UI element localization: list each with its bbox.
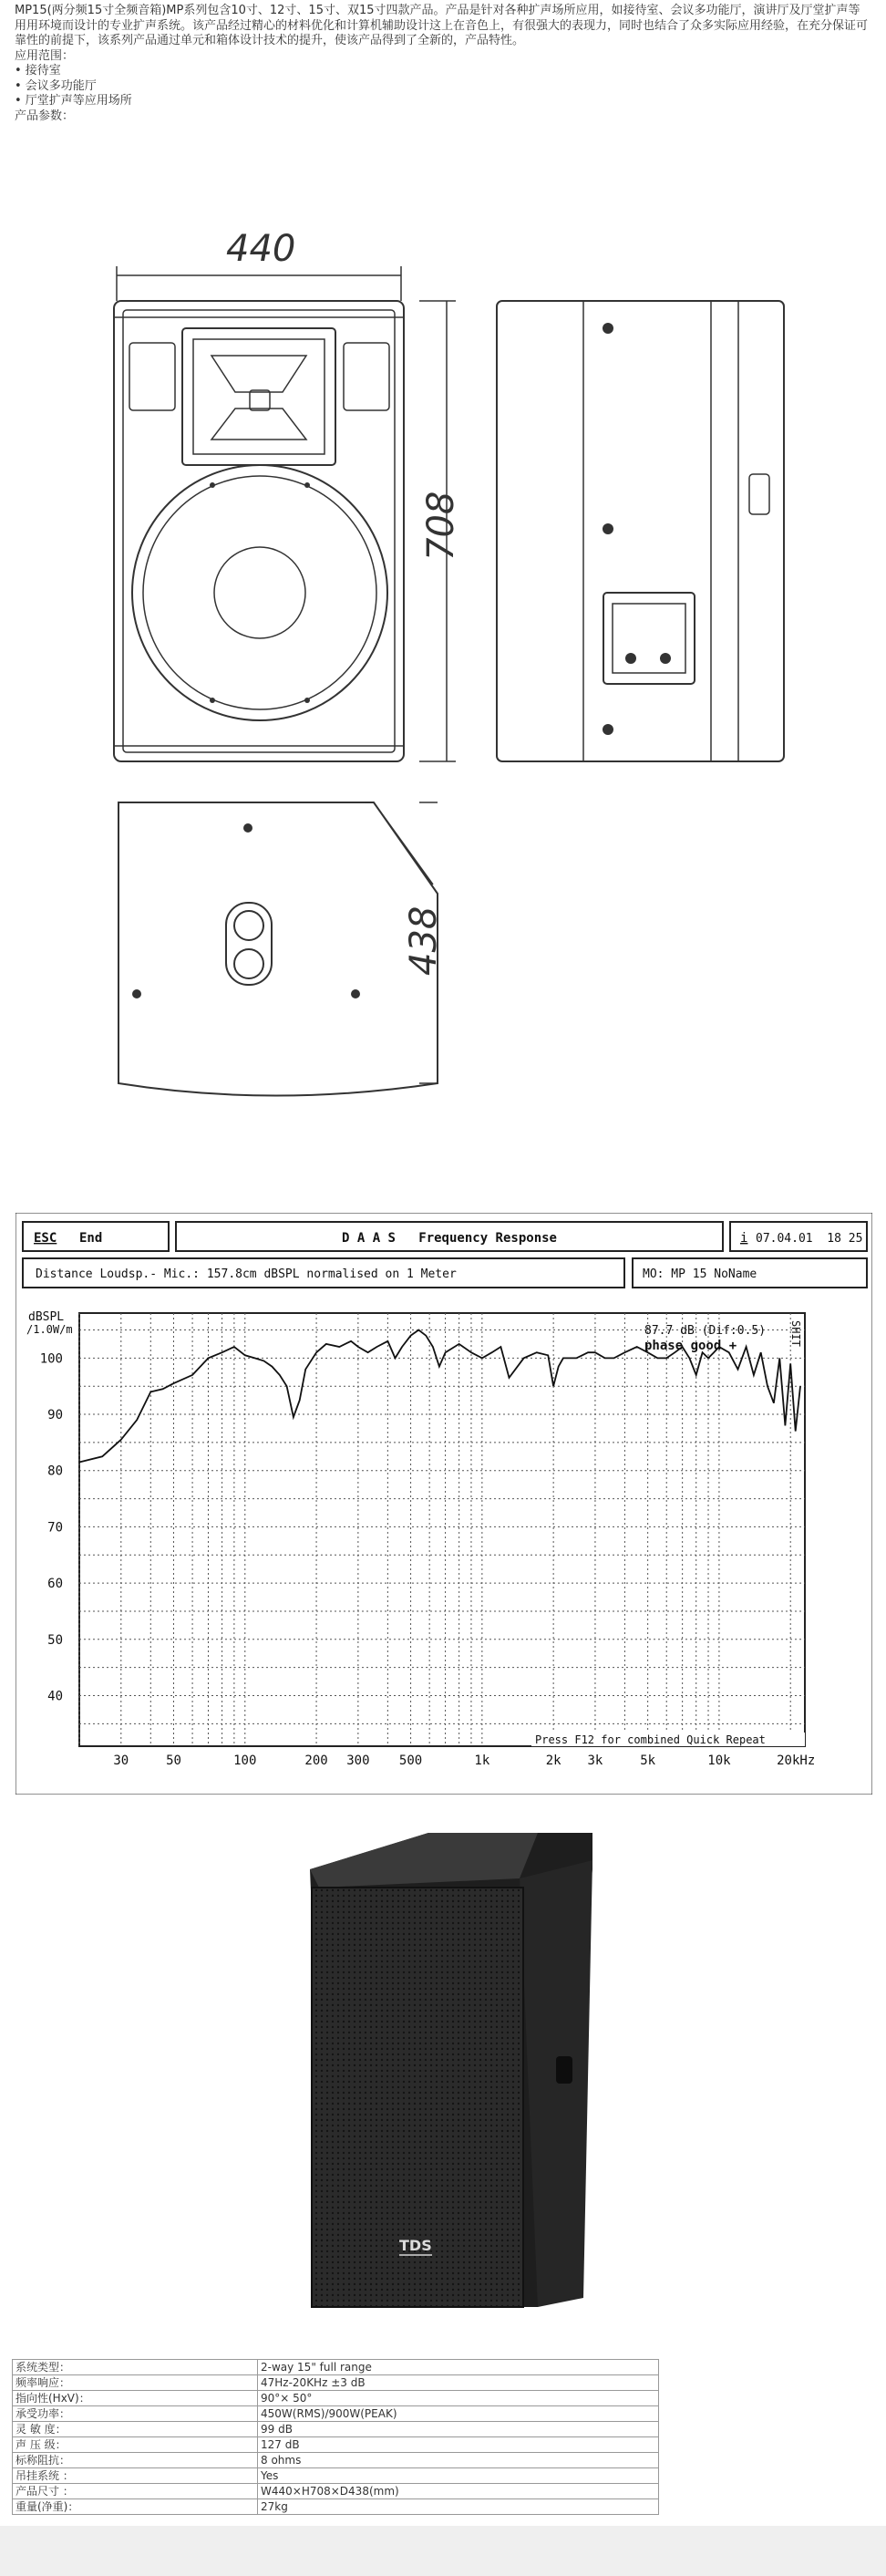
side-label: SHIT [789,1320,802,1347]
spec-key: 标称阻抗： [13,2453,258,2468]
frequency-response-chart [15,1213,872,1795]
x-tick-label: 5k [640,1754,656,1768]
brand-logo: TDS [399,2237,432,2254]
product-intro [15,4,871,124]
dimension-drawing [0,210,886,1122]
esc-key: ESC [34,1231,57,1246]
x-tick-label: 2k [545,1754,561,1768]
spec-key: 吊挂系统 ： [13,2468,258,2484]
spec-key: 系统类型： [13,2360,258,2375]
spec-key: 产品尺寸 ： [13,2484,258,2499]
usage-item: • 接待室 [15,64,61,78]
params-label: 产品参数： [15,109,75,123]
spec-value: 2-way 15" full range [258,2360,659,2375]
y-axis-unit: /1.0W/m [26,1323,73,1336]
x-tick-label: 10k [707,1754,731,1768]
spec-value: 8 ohms [258,2453,659,2468]
spec-row [13,2484,659,2499]
spec-row [13,2468,659,2484]
spec-key: 重量(净重)： [13,2499,258,2515]
spec-key: 灵 敏 度： [13,2422,258,2437]
x-tick-label: 3k [587,1754,603,1768]
spec-row [13,2375,659,2391]
annotation-phase: phase good + [644,1339,737,1353]
usage-item: • 厅堂扩声等应用场所 [15,94,132,108]
x-tick-label: 1k [474,1754,490,1768]
x-tick-label: 50 [166,1754,181,1768]
spec-value: 127 dB [258,2437,659,2453]
width-dimension: 440 [226,228,296,270]
y-axis-label: dBSPL [28,1310,65,1324]
spec-value: W440×H708×D438(mm) [258,2484,659,2499]
model-label: MO: MP 15 NoName [643,1267,757,1281]
y-tick-label: 60 [47,1577,63,1592]
y-tick-label: 90 [47,1408,63,1423]
spec-key: 承受功率： [13,2406,258,2422]
spec-key: 频率响应： [13,2375,258,2391]
spec-value: 47Hz-20KHz ±3 dB [258,2375,659,2391]
x-tick-label: 20kHz [777,1754,816,1768]
height-dimension: 708 [420,491,462,561]
y-tick-label: 70 [47,1520,63,1536]
spec-row [13,2437,659,2453]
spec-row [13,2422,659,2437]
specs-table [12,2359,659,2515]
footer-band [0,2526,886,2576]
y-tick-label: 40 [47,1689,63,1704]
spec-key: 指向性(HxV)： [13,2391,258,2406]
spec-row [13,2391,659,2406]
chart-subtitle: Distance Loudsp.- Mic.: 157.8cm dBSPL normalised on 1 Meter [36,1267,457,1281]
usage-item: • 会议多功能厅 [15,78,97,93]
y-tick-label: 100 [39,1351,63,1367]
spec-row [13,2406,659,2422]
spec-row [13,2360,659,2375]
x-tick-label: 200 [304,1754,328,1768]
spec-key: 声 压 级： [13,2437,258,2453]
datetime: 07.04.01 18 25 [756,1232,863,1246]
spec-value: 90°× 50° [258,2391,659,2406]
usage-label: 应用范围： [15,48,75,63]
x-tick-label: 30 [113,1754,129,1768]
end-label: End [79,1231,103,1246]
annotation-db: 87.7 dB (Dif:0.5) [644,1324,767,1338]
spec-value: 99 dB [258,2422,659,2437]
spec-value: 450W(RMS)/900W(PEAK) [258,2406,659,2422]
chart-title: D A A S Frequency Response [341,1231,558,1246]
x-tick-label: 300 [346,1754,370,1768]
spec-value: Yes [258,2468,659,2484]
footer-note: Press F12 for combined Quick Repeat [535,1733,766,1746]
intro-paragraph: MP15(两分频15寸全频音箱)MP系列包含10寸、12寸、15寸、双15寸四款产品。产品是针对各种扩声场所应用，如接待室、会议多功能厅，演讲厅及厅堂扩声等用用环境而设计的专业扩声系统。该产品经过精心的材料优化和计算机辅助设计这上在音色上，有很强大的表现力，同时也结合了众多实际应用经验，在充分保证可靠性的前提下，该系列产品通过单元和箱体设计技术的提升，使该产品得到了全新的，产品特性。 [15,4,869,47]
x-tick-label: 100 [233,1754,257,1768]
spec-row [13,2499,659,2515]
spec-row [13,2453,659,2468]
x-tick-label: 500 [398,1754,423,1768]
y-tick-label: 50 [47,1632,63,1648]
product-photo [292,1833,611,2325]
spec-value: 27kg [258,2499,659,2515]
depth-dimension: 438 [403,905,445,976]
y-tick-label: 80 [47,1464,63,1479]
info-key: i [740,1231,748,1246]
